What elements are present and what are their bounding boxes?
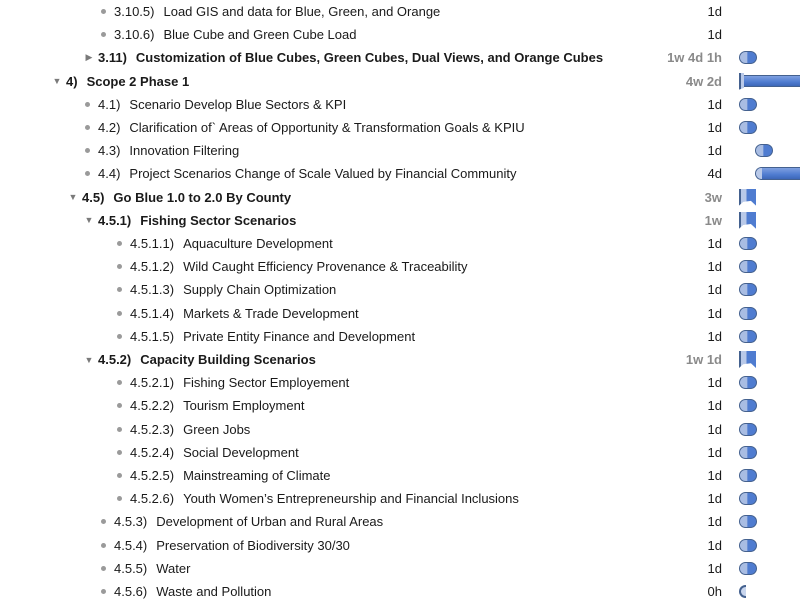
bullet-icon — [85, 148, 90, 153]
outline-number: 4.5.2.3) — [130, 421, 175, 437]
task-title[interactable]: Scenario Develop Blue Sectors & KPI — [129, 96, 347, 112]
outline-number: 4.5.1.2) — [130, 259, 175, 275]
outline-row[interactable] — [0, 186, 800, 209]
bullet-icon — [101, 32, 106, 37]
gantt-summary-bar[interactable] — [739, 73, 800, 90]
task-title[interactable]: Load GIS and data for Blue, Green, and Orange — [163, 4, 441, 19]
outline-number: 4.5.3) — [114, 514, 148, 530]
duration-cell[interactable]: 1d — [707, 4, 722, 19]
outline-number: 4.5.2.4) — [130, 444, 175, 460]
disclosure-triangle-right-icon[interactable]: ▶ — [85, 52, 93, 63]
outline-row[interactable] — [0, 116, 800, 139]
bullet-icon — [101, 519, 106, 524]
task-title[interactable]: Preservation of Biodiversity 30/30 — [156, 537, 350, 553]
task-title[interactable]: Capacity Building Scenarios — [140, 352, 316, 367]
outline-row[interactable] — [0, 232, 800, 255]
duration-cell[interactable]: 1d — [707, 514, 722, 530]
task-title[interactable]: Supply Chain Optimization — [183, 282, 337, 298]
outline-row[interactable] — [0, 510, 800, 533]
task-title[interactable]: Development of Urban and Rural Areas — [156, 514, 384, 530]
task-title[interactable]: Clarification of` Areas of Opportunity & Transformation Goals & KPIU — [129, 120, 525, 135]
duration-cell[interactable]: 3w — [704, 189, 722, 205]
duration-cell[interactable]: 1d — [707, 491, 722, 507]
bullet-icon — [117, 311, 122, 316]
gantt-task-bar[interactable] — [739, 51, 757, 64]
duration-cell[interactable]: 1w 1d — [685, 352, 722, 367]
duration-cell[interactable]: 1d — [707, 305, 722, 321]
gantt-task-bar[interactable] — [739, 446, 757, 459]
task-title[interactable]: Fishing Sector Scenarios — [140, 212, 297, 228]
outline-number: 3.10.5) — [114, 4, 155, 19]
task-title[interactable]: Aquaculture Development — [183, 236, 333, 251]
disclosure-triangle-down-icon[interactable]: ▼ — [84, 215, 94, 226]
gantt-task-bar[interactable] — [739, 539, 757, 552]
bullet-icon — [101, 543, 106, 548]
bullet-icon — [117, 334, 122, 339]
duration-cell[interactable]: 1d — [707, 468, 722, 483]
duration-cell[interactable]: 4w 2d — [685, 73, 722, 89]
gantt-task-bar[interactable] — [739, 260, 757, 273]
bullet-icon — [117, 450, 122, 455]
outline-row[interactable] — [0, 394, 800, 417]
gantt-task-bar[interactable] — [739, 376, 757, 389]
bullet-icon — [117, 496, 122, 501]
task-title[interactable]: Youth Women’s Entrepreneurship and Financial Inclusions — [183, 491, 519, 507]
gantt-task-bar[interactable] — [755, 144, 773, 157]
bullet-icon — [117, 380, 122, 385]
outline-number: 4.5.2.2) — [130, 398, 175, 414]
outline-number: 4.2) — [98, 120, 121, 135]
gantt-task-bar[interactable] — [755, 167, 800, 180]
bullet-icon — [85, 102, 90, 107]
outline-row[interactable] — [0, 23, 800, 46]
gantt-task-bar[interactable] — [739, 121, 757, 134]
duration-cell[interactable]: 1d — [707, 236, 722, 251]
gantt-task-bar[interactable] — [739, 399, 757, 412]
gantt-task-bar[interactable] — [739, 237, 757, 250]
duration-cell[interactable]: 1d — [707, 328, 722, 344]
gantt-task-bar[interactable] — [739, 423, 757, 436]
outline-number: 4.5.2.6) — [130, 491, 175, 507]
duration-cell[interactable]: 4d — [707, 166, 722, 182]
outline-row[interactable] — [0, 371, 800, 394]
gantt-task-bar[interactable] — [739, 469, 757, 482]
outline-number: 4.5.1.1) — [130, 236, 175, 251]
task-title[interactable]: Customization of Blue Cubes, Green Cubes, Dual Views, and Orange Cubes — [135, 50, 604, 66]
outline-row[interactable] — [0, 278, 800, 301]
gantt-task-bar[interactable] — [739, 283, 757, 296]
outline-row[interactable] — [0, 209, 800, 232]
outline-row[interactable] — [0, 0, 800, 23]
duration-cell[interactable]: 1d — [707, 537, 722, 553]
gantt-summary-bar[interactable] — [739, 351, 756, 368]
task-title[interactable]: Markets & Trade Development — [183, 305, 359, 321]
duration-cell[interactable]: 1w — [704, 212, 722, 228]
outline-number: 4.5.2) — [98, 352, 132, 367]
task-title[interactable]: Tourism Employment — [183, 398, 305, 414]
outline-number: 4.3) — [98, 143, 121, 159]
duration-cell[interactable]: 1d — [707, 444, 722, 460]
task-title[interactable]: Private Entity Finance and Development — [183, 328, 416, 344]
duration-cell[interactable]: 1d — [707, 120, 722, 135]
outline-number: 4.1) — [98, 96, 121, 112]
bullet-icon — [85, 125, 90, 130]
gantt-task-bar[interactable] — [739, 492, 757, 505]
bullet-icon — [117, 287, 122, 292]
task-title[interactable]: Mainstreaming of Climate — [183, 468, 331, 483]
duration-cell[interactable]: 1d — [707, 398, 722, 414]
disclosure-triangle-down-icon[interactable]: ▼ — [68, 192, 78, 203]
task-title[interactable]: Project Scenarios Change of Scale Valued by Financial Community — [129, 166, 517, 182]
outline-row[interactable] — [0, 557, 800, 580]
duration-cell[interactable]: 1d — [707, 96, 722, 112]
outline-number: 4.5.1.4) — [130, 305, 175, 321]
disclosure-triangle-down-icon[interactable]: ▼ — [84, 354, 94, 365]
gantt-task-bar[interactable] — [739, 515, 757, 528]
outline-row[interactable] — [0, 70, 800, 93]
task-title[interactable]: Waste and Pollution — [156, 584, 272, 599]
summary-bar-body — [742, 75, 800, 87]
outline-number: 4.5) — [82, 189, 105, 205]
duration-cell[interactable]: 1d — [707, 143, 722, 159]
bullet-icon — [101, 589, 106, 594]
bullet-icon — [85, 171, 90, 176]
outline-row[interactable] — [0, 255, 800, 278]
task-title[interactable]: Blue Cube and Green Cube Load — [163, 27, 357, 43]
outline-row[interactable] — [0, 302, 800, 325]
outline-number: 4.5.1) — [98, 212, 132, 228]
duration-cell[interactable]: 1d — [707, 282, 722, 298]
duration-cell[interactable]: 1d — [707, 421, 722, 437]
outline-number: 4) — [66, 73, 78, 89]
outline-row[interactable] — [0, 464, 800, 487]
duration-cell[interactable]: 1d — [707, 27, 722, 43]
bullet-icon — [117, 241, 122, 246]
gantt-task-bar[interactable] — [739, 98, 757, 111]
duration-cell[interactable]: 1d — [707, 375, 722, 391]
outline-number: 4.5.2.5) — [130, 468, 175, 483]
bullet-icon — [117, 427, 122, 432]
outline-row[interactable] — [0, 534, 800, 557]
duration-cell[interactable]: 1d — [707, 259, 722, 275]
duration-cell[interactable]: 0h — [707, 584, 722, 599]
bullet-icon — [117, 264, 122, 269]
outline-row[interactable] — [0, 139, 800, 162]
bullet-icon — [101, 566, 106, 571]
gantt-task-bar[interactable] — [739, 330, 757, 343]
outline-row[interactable] — [0, 441, 800, 464]
outline-row[interactable] — [0, 348, 800, 371]
outline-row[interactable] — [0, 487, 800, 510]
bullet-icon — [101, 9, 106, 14]
outline-number: 4.5.5) — [114, 560, 148, 576]
outline-number: 4.5.1.3) — [130, 282, 175, 298]
bullet-icon — [117, 473, 122, 478]
outline-number: 4.5.2.1) — [130, 375, 175, 391]
outline-row[interactable] — [0, 93, 800, 116]
outline-number: 4.5.6) — [114, 584, 148, 599]
gantt-summary-bar[interactable] — [739, 212, 756, 229]
outline-number: 4.5.1.5) — [130, 328, 175, 344]
gantt-task-bar[interactable] — [739, 307, 757, 320]
outline-number: 3.11) — [98, 50, 127, 66]
duration-cell[interactable]: 1w 4d 1h — [667, 50, 722, 66]
task-title[interactable]: Water — [156, 560, 191, 576]
outline-row[interactable] — [0, 46, 800, 69]
outline-row[interactable] — [0, 418, 800, 441]
outline-number: 4.5.4) — [114, 537, 148, 553]
summary-bar-start-cap — [739, 73, 744, 90]
task-title[interactable]: Green Jobs — [183, 421, 251, 437]
task-title[interactable]: Wild Caught Efficiency Provenance & Traceability — [183, 259, 468, 275]
outline-number: 3.10.6) — [114, 27, 155, 43]
task-title[interactable]: Scope 2 Phase 1 — [86, 73, 190, 89]
disclosure-triangle-down-icon[interactable]: ▼ — [52, 76, 62, 87]
outline-number: 4.4) — [98, 166, 121, 182]
bullet-icon — [117, 403, 122, 408]
task-title[interactable]: Go Blue 1.0 to 2.0 By County — [113, 189, 292, 205]
task-title[interactable]: Innovation Filtering — [129, 143, 240, 159]
outline-row[interactable] — [0, 325, 800, 348]
outline-row[interactable] — [0, 162, 800, 185]
duration-cell[interactable]: 1d — [707, 560, 722, 576]
gantt-milestone-bar[interactable] — [739, 585, 746, 598]
task-title[interactable]: Social Development — [183, 444, 299, 460]
task-title[interactable]: Fishing Sector Employement — [183, 375, 350, 391]
gantt-summary-bar[interactable] — [739, 189, 756, 206]
gantt-task-bar[interactable] — [739, 562, 757, 575]
